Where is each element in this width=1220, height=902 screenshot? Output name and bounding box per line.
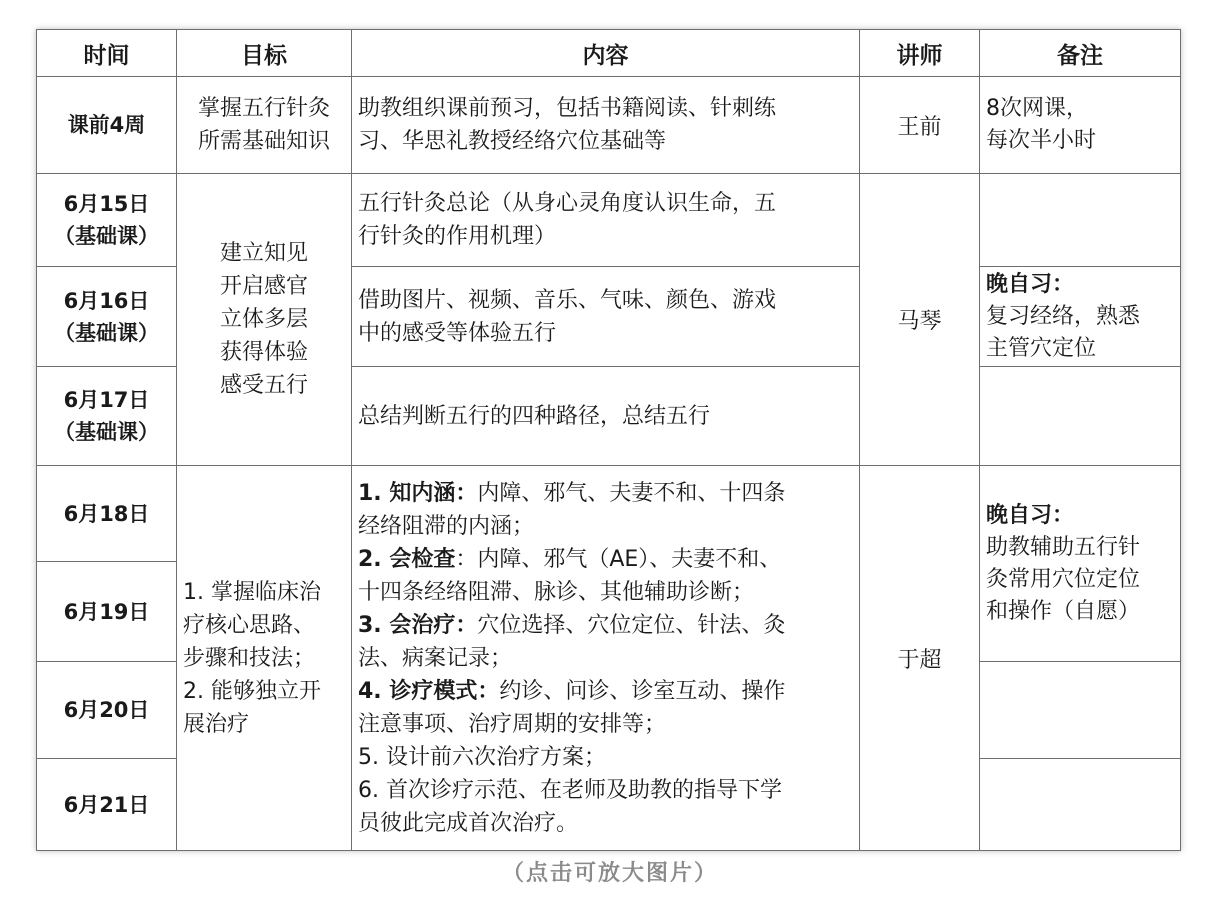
content-cell	[352, 267, 860, 367]
content-line: 总结判断五行的四种路径，总结五行	[358, 403, 711, 429]
content-line: 行针灸的作用机理）	[358, 224, 557, 249]
goal-line: 1. 掌握临床治	[183, 579, 321, 605]
header-content: 内容	[352, 30, 860, 77]
time-cell	[37, 367, 177, 466]
goal-cell	[177, 174, 352, 466]
content-line: 助教组织课前预习，包括书籍阅读、针刺练	[358, 96, 777, 121]
goal-line: 2. 能够独立开	[183, 678, 321, 704]
table-row	[37, 174, 1181, 267]
note-cell	[980, 174, 1181, 267]
content-line	[358, 675, 853, 708]
note-line: 8次网课，	[986, 96, 1088, 121]
goal-cell	[177, 77, 352, 174]
course-type-label: （基础课）	[54, 420, 159, 444]
note-line: 主管穴定位	[986, 335, 1097, 361]
note-cell	[980, 759, 1181, 851]
goal-line: 疗核心思路、	[183, 612, 316, 638]
goal-line: 步骤和技法；	[183, 645, 316, 671]
note-cell	[980, 466, 1181, 662]
content-line: 员彼此完成首次治疗。	[358, 810, 579, 836]
date-label: 6月15日	[63, 192, 150, 216]
header-goal: 目标	[177, 30, 352, 77]
teacher-cell: 于超	[860, 466, 980, 851]
header-time: 时间	[37, 30, 177, 77]
time-cell	[37, 174, 177, 267]
header-teacher: 讲师	[860, 30, 980, 77]
content-cell	[352, 367, 860, 466]
header-note: 备注	[980, 30, 1181, 77]
content-line: 中的感受等体验五行	[358, 320, 557, 346]
note-title: 晚自习：	[986, 271, 1075, 297]
content-line: 借助图片、视频、音乐、气味、颜色、游戏	[358, 287, 777, 313]
note-line: 灸常用穴位定位	[986, 566, 1141, 592]
note-title: 晚自习：	[986, 502, 1075, 528]
content-line: 5. 设计前六次治疗方案；	[358, 744, 606, 770]
goal-line: 建立知见	[219, 241, 308, 266]
date-label: 6月17日	[63, 388, 150, 412]
content-line	[358, 543, 853, 576]
content-line: 习、华思礼教授经络穴位基础等	[358, 129, 667, 154]
time-cell: 课前4周	[37, 77, 177, 174]
item-title: 3. 会治疗：	[358, 612, 478, 638]
note-line: 和操作（自愿）	[986, 598, 1141, 624]
note-cell	[980, 267, 1181, 367]
content-cell	[352, 466, 860, 851]
item-title: 1. 知内涵：	[358, 480, 478, 506]
item-text: ：内障、邪气（AE）、夫妻不和、	[455, 546, 782, 572]
teacher-cell: 马琴	[860, 174, 980, 466]
time-cell: 6月18日	[37, 466, 177, 562]
note-line: 复习经络，熟悉	[986, 303, 1141, 329]
time-cell	[37, 267, 177, 367]
note-line: 助教辅助五行针	[986, 534, 1141, 560]
content-line: 注意事项、治疗周期的安排等；	[358, 711, 667, 737]
item-text: 约诊、问诊、诊室互动、操作	[499, 678, 786, 704]
content-line	[358, 609, 853, 642]
item-text: 内障、邪气、夫妻不和、十四条	[477, 480, 786, 506]
goal-line: 立体多层	[219, 307, 308, 332]
teacher-cell: 王前	[860, 77, 980, 174]
goal-line: 感受五行	[219, 373, 308, 398]
content-line: 十四条经络阻滞、脉诊、其他辅助诊断；	[358, 579, 755, 605]
item-title: 4. 诊疗模式：	[358, 678, 500, 704]
goal-cell	[177, 466, 352, 851]
zoom-caption[interactable]: （点击可放大图片）	[501, 861, 718, 886]
content-line: 6. 首次诊疗示范、在老师及助教的指导下学	[358, 777, 782, 803]
note-cell	[980, 77, 1181, 174]
content-line: 五行针灸总论（从身心灵角度认识生命，五	[358, 191, 777, 216]
note-cell	[980, 662, 1181, 759]
course-type-label: （基础课）	[54, 320, 159, 345]
item-text: 穴位选择、穴位定位、针法、灸	[477, 612, 786, 638]
time-cell: 6月19日	[37, 562, 177, 662]
course-type-label: （基础课）	[54, 224, 159, 248]
content-cell	[352, 174, 860, 267]
content-line	[358, 477, 853, 510]
date-label: 6月16日	[63, 288, 150, 313]
goal-line: 掌握五行针灸	[197, 96, 330, 121]
note-cell	[980, 367, 1181, 466]
header-row	[37, 30, 1181, 77]
content-cell	[352, 77, 860, 174]
content-line: 经络阻滞的内涵；	[358, 513, 535, 539]
table-row	[37, 77, 1181, 174]
time-cell: 6月20日	[37, 662, 177, 759]
item-title: 2. 会检查	[358, 546, 456, 572]
goal-line: 所需基础知识	[197, 129, 330, 154]
goal-line: 获得体验	[219, 340, 308, 365]
goal-line: 展治疗	[183, 711, 250, 737]
time-cell: 6月21日	[37, 759, 177, 851]
table-row	[37, 466, 1181, 562]
content-line: 法、病案记录；	[358, 645, 513, 671]
note-line: 每次半小时	[986, 128, 1097, 153]
schedule-table	[36, 29, 1181, 851]
goal-line: 开启感官	[219, 274, 308, 299]
